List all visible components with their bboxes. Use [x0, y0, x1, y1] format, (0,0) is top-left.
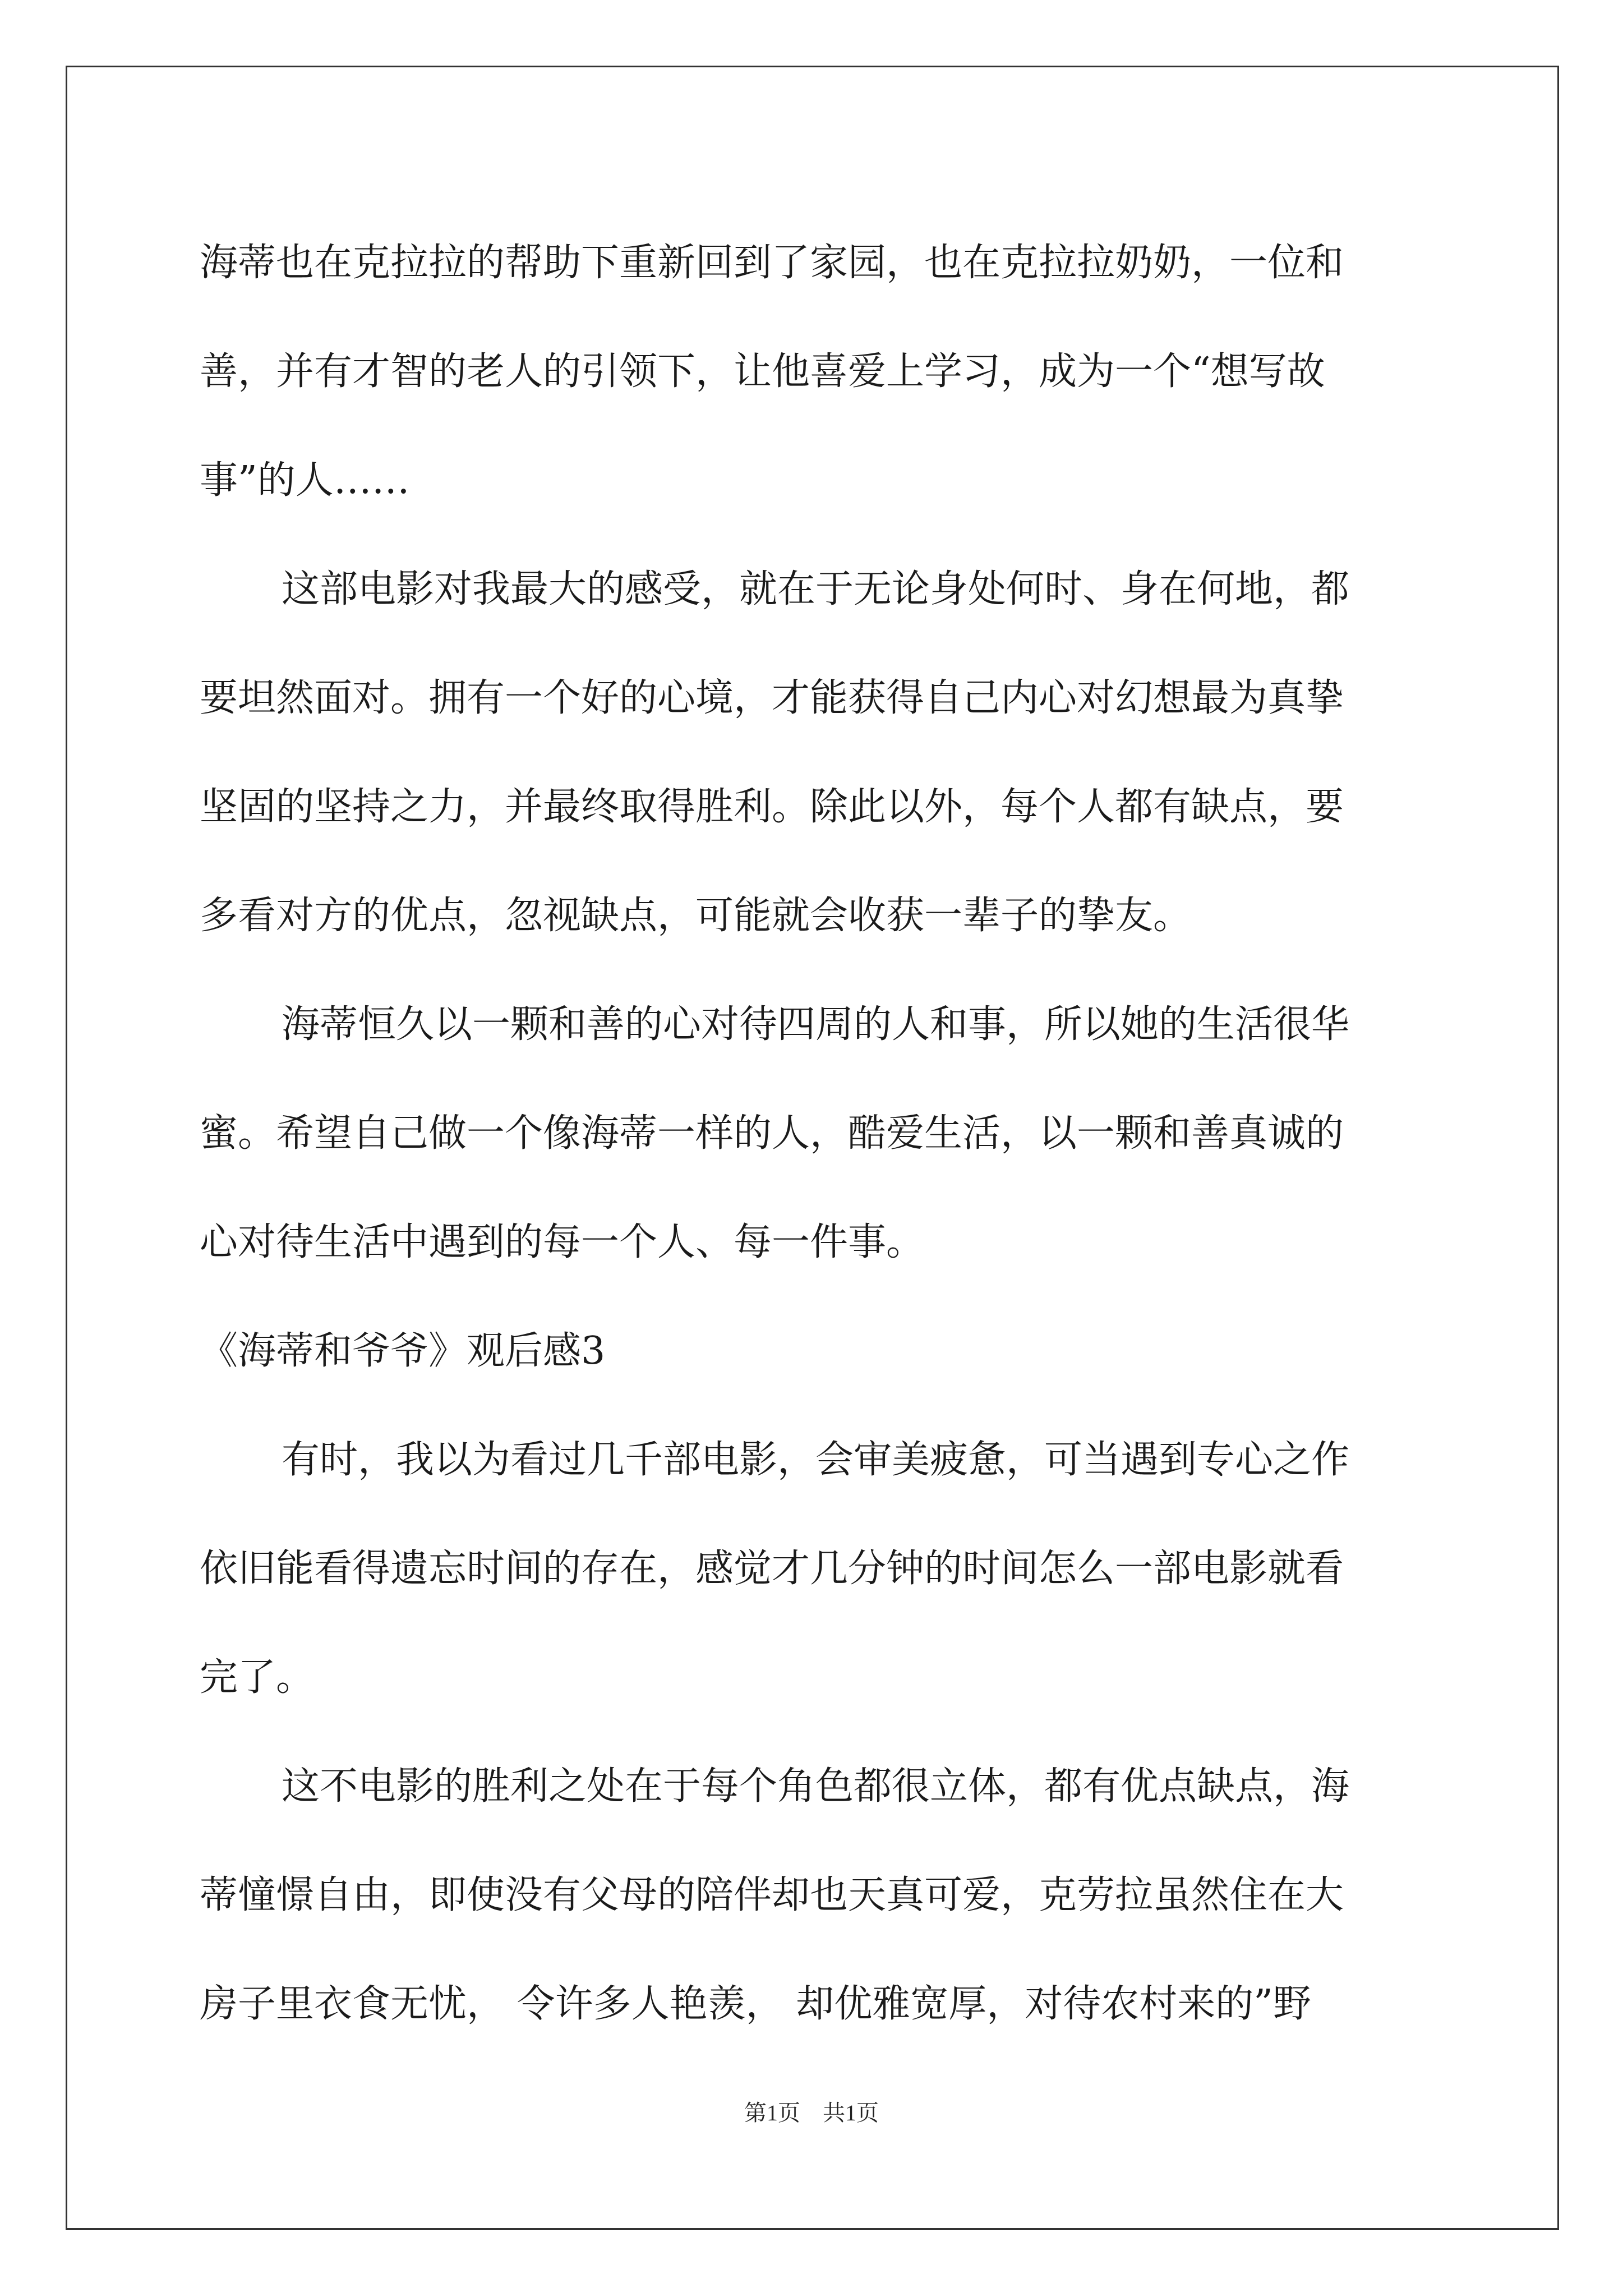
section-heading: 《海蒂和爷爷》观后感3: [200, 1329, 606, 1373]
text-line-6: 坚固的坚持之力，并最终取得胜利。除此以外，每个人都有缺点，要: [200, 785, 1344, 829]
document-body: [200, 209, 1433, 2059]
text-line-9: 蜜。希望自己做一个像海蒂一样的人，酷爱生活，以一颗和善真诚的: [200, 1111, 1344, 1156]
text-line-13: 依旧能看得遗忘时间的存在，感觉才几分钟的时间怎么一部电影就看: [200, 1547, 1344, 1591]
text-line-17: 房子里衣食无忧， 令许多人艳羡， 却优雅宽厚，对待农村来的”野: [200, 1982, 1311, 2026]
text-line-12: 有时，我以为看过几千部电影，会审美疲惫，可当遇到专心之作: [282, 1438, 1350, 1482]
text-line-7: 多看对方的优点，忽视缺点，可能就会收获一辈子的挚友。: [200, 894, 1192, 938]
page-total: 共1页: [823, 2100, 879, 2125]
text-line-16: 蒂憧憬自由，即使没有父母的陪伴却也天真可爱，克劳拉虽然住在大: [200, 1873, 1344, 1917]
text-line-8: 海蒂恒久以一颗和善的心对待四周的人和事，所以她的生活很华: [282, 1002, 1350, 1047]
page-footer: [0, 2095, 1623, 2127]
text-line-3: 事”的人……: [200, 458, 410, 503]
text-line-14: 完了。: [200, 1655, 315, 1700]
text-line-5: 要坦然面对。拥有一个好的心境，才能获得自己内心对幻想最为真挚: [200, 676, 1344, 720]
text-line-10: 心对待生活中遇到的每一个人、每一件事。: [200, 1220, 925, 1264]
text-line-2: 善，并有才智的老人的引领下，让他喜爱上学习，成为一个“想写故: [200, 349, 1325, 394]
page-number: 第1页: [744, 2100, 800, 2125]
text-line-15: 这不电影的胜利之处在于每个角色都很立体，都有优点缺点，海: [282, 1764, 1350, 1809]
text-line-4: 这部电影对我最大的感受，就在于无论身处何时、身在何地，都: [282, 567, 1350, 611]
text-line-1: 海蒂也在克拉拉的帮助下重新回到了家园，也在克拉拉奶奶，一位和: [200, 241, 1344, 285]
